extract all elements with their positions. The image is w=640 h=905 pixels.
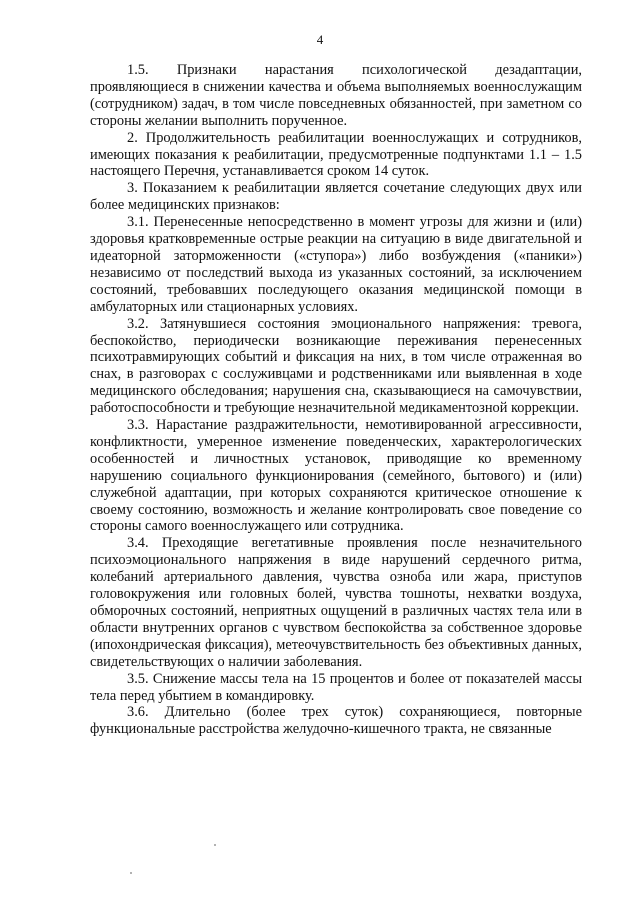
paragraph-1-5: 1.5. Признаки нарастания психологической дезадаптации, проявляющиеся в снижении качества и объема выполняемых военнослужащим (сотрудником) задач, в том числе повседневных обязанностей, при заметном со стороны желании выполнить порученное.	[90, 62, 582, 129]
paragraph-3-4: 3.4. Преходящие вегетативные проявления после незначительного психоэмоционального напряжения в виде нарушений сердечного ритма, колебаний артериального давления, чувства озноба или жара, приступов головокружения или головных болей, чувства тошноты, нехватки воздуха, обморочных состояний, неприятных ощущений в различных частях тела или в области внутренних органов с чувством беспокойства за собственное здоровье (ипохондрическая фиксация), метеочувствительность без объективных данных, свидетельствующих о наличии заболевания.	[90, 535, 582, 670]
paragraph-3-3: 3.3. Нарастание раздражительности, немотивированной агрессивности, конфликтности, умеренное изменение поведенческих, характерологических особенностей и личностных установок, приводящие ко временному нарушению социального функционирования (семейного, бытового) и (или) служебной адаптации, при которых сохраняются критическое отношение к своему состоянию, возможность и желание контролировать свое поведение со стороны самого военнослужащего или сотрудника.	[90, 417, 582, 535]
paragraph-2: 2. Продолжительность реабилитации военнослужащих и сотрудников, имеющих показания к реабилитации, предусмотренные подпунктами 1.1 – 1.5 настоящего Перечня, устанавливается сроком 14 суток.	[90, 129, 582, 180]
scan-speck	[214, 844, 216, 846]
paragraph-3-5: 3.5. Снижение массы тела на 15 процентов и более от показателей массы тела перед убытием в командировку.	[90, 670, 582, 704]
document-body	[90, 62, 582, 738]
paragraph-3-1: 3.1. Перенесенные непосредственно в момент угрозы для жизни и (или) здоровья кратковременные острые реакции на ситуацию в виде двигательной и идеаторной заторможенности («ступора») либо возбуждения («паники») независимо от последствий выхода из указанных состояний, за исключением состояний, требовавших последующего оказания медицинской помощи в амбулаторных или стационарных условиях.	[90, 214, 582, 315]
paragraph-3-6: 3.6. Длительно (более трех суток) сохраняющиеся, повторные функциональные расстройства желудочно-кишечного тракта, не связанные	[90, 704, 582, 738]
paragraph-3-2: 3.2. Затянувшиеся состояния эмоционального напряжения: тревога, беспокойство, периодически возникающие переживания перенесенных психотравмирующих событий и фиксация на них, в том числе отраженная во снах, в разговорах с сослуживцами и родственниками или выявленная в ходе медицинского обследования; нарушения сна, сказывающиеся на самочувствии, работоспособности и требующие незначительной медикаментозной коррекции.	[90, 315, 582, 417]
paragraph-3: 3. Показанием к реабилитации является сочетание следующих двух или более медицинских признаков:	[90, 180, 582, 214]
page-number: 4	[316, 32, 324, 47]
scan-speck	[130, 872, 132, 874]
